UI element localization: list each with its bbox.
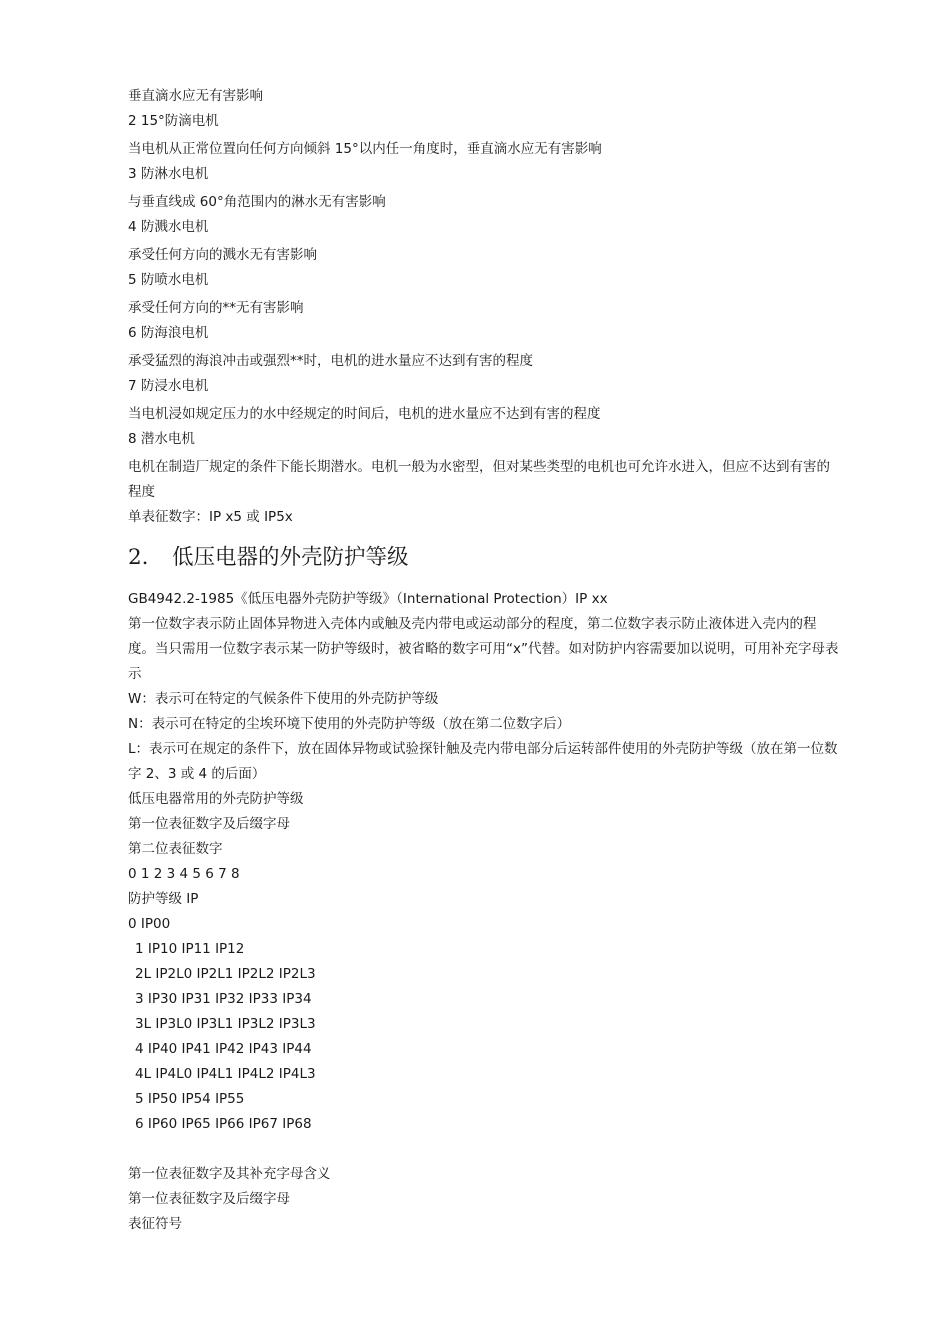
text-line: 当电机浸如规定压力的水中经规定的时间后，电机的进水量应不达到有害的程度	[128, 406, 601, 422]
document-body	[128, 84, 840, 1237]
grade-table	[128, 912, 840, 1137]
text-line: 承受任何方向的**无有害影响	[128, 300, 304, 316]
section-title: 低压电器的外壳防护等级	[172, 545, 409, 570]
text-line: 4 防溅水电机	[128, 219, 209, 235]
letter-l-paragraph: L：表示可在规定的条件下，放在固体异物或试验探针触及壳内带电部分后运转部件使用的外壳防护等级（放在第一位数字 2、3 或 4 的后面）	[128, 741, 838, 782]
text-line: 当电机从正常位置向任何方向倾斜 15°以内任一角度时，垂直滴水应无有害影响	[128, 141, 602, 157]
meaning-title: 第一位表征数字及其补充字母含义	[128, 1166, 331, 1182]
standard-line: GB4942.2-1985《低压电器外壳防护等级》（International Protection）IP xx	[128, 591, 608, 607]
text-line: 与垂直线成 60°角范围内的淋水无有害影响	[128, 194, 386, 210]
table-row: 4L IP4L0 IP4L1 IP4L2 IP4L3	[135, 1066, 316, 1082]
second-digit-row: 0 1 2 3 4 5 6 7 8	[128, 866, 240, 882]
table-row: 3L IP3L0 IP3L1 IP3L2 IP3L3	[135, 1016, 316, 1032]
table-row: 2L IP2L0 IP2L1 IP2L2 IP2L3	[135, 966, 316, 982]
text-line: 7 防浸水电机	[128, 378, 209, 394]
table-row: 4 IP40 IP41 IP42 IP43 IP44	[135, 1041, 312, 1057]
paragraph-submersible: 电机在制造厂规定的条件下能长期潜水。电机一般为水密型，但对某些类型的电机也可允许水进入，但应不达到有害的程度	[128, 459, 830, 500]
letter-n-line: N：表示可在特定的尘埃环境下使用的外壳防护等级（放在第二位数字后）	[128, 716, 571, 732]
text-line: 承受猛烈的海浪冲击或强烈**时，电机的进水量应不达到有害的程度	[128, 353, 533, 369]
single-digit-line: 单表征数字：IP x5 或 IP5x	[128, 509, 293, 525]
section-number: 2.	[128, 545, 149, 570]
text-line: 6 防海浪电机	[128, 325, 209, 341]
symbol-label: 表征符号	[128, 1216, 182, 1232]
enclosure-protection-section	[128, 587, 840, 1237]
letter-w-line: W：表示可在特定的气候条件下使用的外壳防护等级	[128, 691, 439, 707]
section-heading	[128, 543, 840, 573]
motor-protection-list	[128, 84, 840, 530]
table-head-first: 第一位表征数字及后缀字母	[128, 816, 290, 832]
table-row: 5 IP50 IP54 IP55	[135, 1091, 245, 1107]
text-line: 垂直滴水应无有害影响	[128, 88, 263, 104]
paragraph-digits: 第一位数字表示防止固体异物进入壳体内或触及壳内带电或运动部分的程度，第二位数字表示防止液体进入壳内的程度。当只需用一位数字表示某一防护等级时，被省略的数字可用“x”代替。如对防护内容需要加以说明，可用补充字母表示	[128, 616, 839, 682]
table-row: 3 IP30 IP31 IP32 IP33 IP34	[135, 991, 312, 1007]
table-row: 0 IP00	[128, 916, 171, 932]
grade-label: 防护等级 IP	[128, 891, 199, 907]
table-head-second: 第二位表征数字	[128, 841, 223, 857]
meaning-head: 第一位表征数字及后缀字母	[128, 1191, 290, 1207]
text-line: 3 防淋水电机	[128, 166, 209, 182]
text-line: 8 潜水电机	[128, 431, 195, 447]
text-line: 2 15°防滴电机	[128, 113, 219, 129]
table-row: 6 IP60 IP65 IP66 IP67 IP68	[135, 1116, 312, 1132]
text-line: 承受任何方向的溅水无有害影响	[128, 247, 317, 263]
common-grades-title: 低压电器常用的外壳防护等级	[128, 791, 304, 807]
table-row: 1 IP10 IP11 IP12	[135, 941, 245, 957]
text-line: 5 防喷水电机	[128, 272, 209, 288]
